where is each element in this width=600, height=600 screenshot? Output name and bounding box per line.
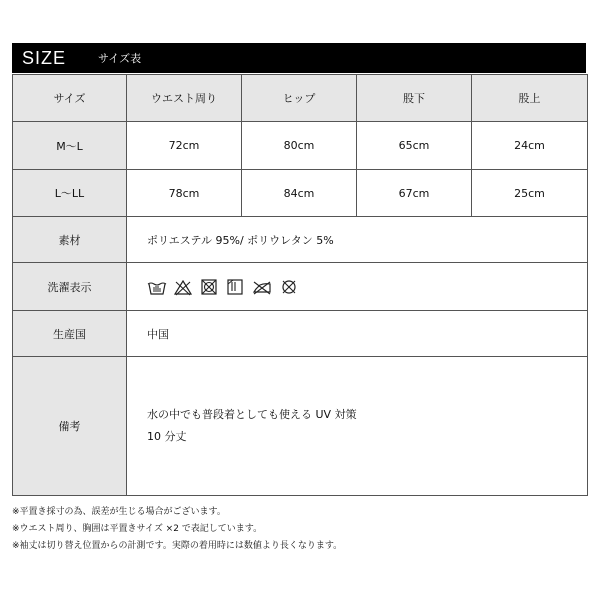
column-header: 股下 xyxy=(357,75,472,122)
table-cell: 84cm xyxy=(242,170,357,217)
table-cell: 25cm xyxy=(472,170,588,217)
column-header: ヒップ xyxy=(242,75,357,122)
header-title: SIZE xyxy=(22,47,67,68)
table-cell: 72cm xyxy=(127,122,242,170)
low-iron-icon xyxy=(251,278,273,296)
wash-label: 洗濯表示 xyxy=(13,263,127,311)
footnote: ※袖丈は切り替え位置からの計測です。実際の着用時には数値より長くなります。 xyxy=(12,541,343,551)
table-cell: 24cm xyxy=(472,122,588,170)
origin-label: 生産国 xyxy=(13,311,127,357)
column-header: 股上 xyxy=(472,75,588,122)
row-size-label: M～L xyxy=(13,122,127,170)
size-table xyxy=(12,74,588,496)
material-value: ポリエステル 95%/ ポリウレタン 5% xyxy=(127,217,588,263)
row-size-label: L～LL xyxy=(13,170,127,217)
table-cell: 78cm xyxy=(127,170,242,217)
notes-label: 備考 xyxy=(13,357,127,496)
notes-row xyxy=(13,357,588,496)
material-row xyxy=(13,217,588,263)
table-cell: 80cm xyxy=(242,122,357,170)
hand-wash-icon xyxy=(147,278,167,296)
table-row xyxy=(13,122,588,170)
notes-value xyxy=(127,357,588,496)
table-row xyxy=(13,170,588,217)
wash-icons xyxy=(127,263,588,311)
table-header-row xyxy=(13,75,588,122)
no-tumble-dry-icon xyxy=(199,278,219,296)
table-cell: 67cm xyxy=(357,170,472,217)
notes-line: 水の中でも普段着としても使える UV 対策 xyxy=(147,408,357,421)
column-header: ウエスト周り xyxy=(127,75,242,122)
header-subtitle: サイズ表 xyxy=(98,52,142,65)
no-bleach-icon xyxy=(173,278,193,296)
footnotes xyxy=(12,504,342,555)
size-header xyxy=(12,43,586,73)
column-header: サイズ xyxy=(13,75,127,122)
footnote: ※平置き採寸の為、誤差が生じる場合がございます。 xyxy=(12,507,226,517)
drip-dry-icon xyxy=(225,278,245,296)
no-dry-clean-icon xyxy=(279,278,299,296)
origin-row xyxy=(13,311,588,357)
origin-value: 中国 xyxy=(127,311,588,357)
footnote: ※ウエスト周り、胸囲は平置きサイズ ×2 で表記しています。 xyxy=(12,524,263,534)
material-label: 素材 xyxy=(13,217,127,263)
table-cell: 65cm xyxy=(357,122,472,170)
notes-line: 10 分丈 xyxy=(147,430,187,443)
wash-row xyxy=(13,263,588,311)
